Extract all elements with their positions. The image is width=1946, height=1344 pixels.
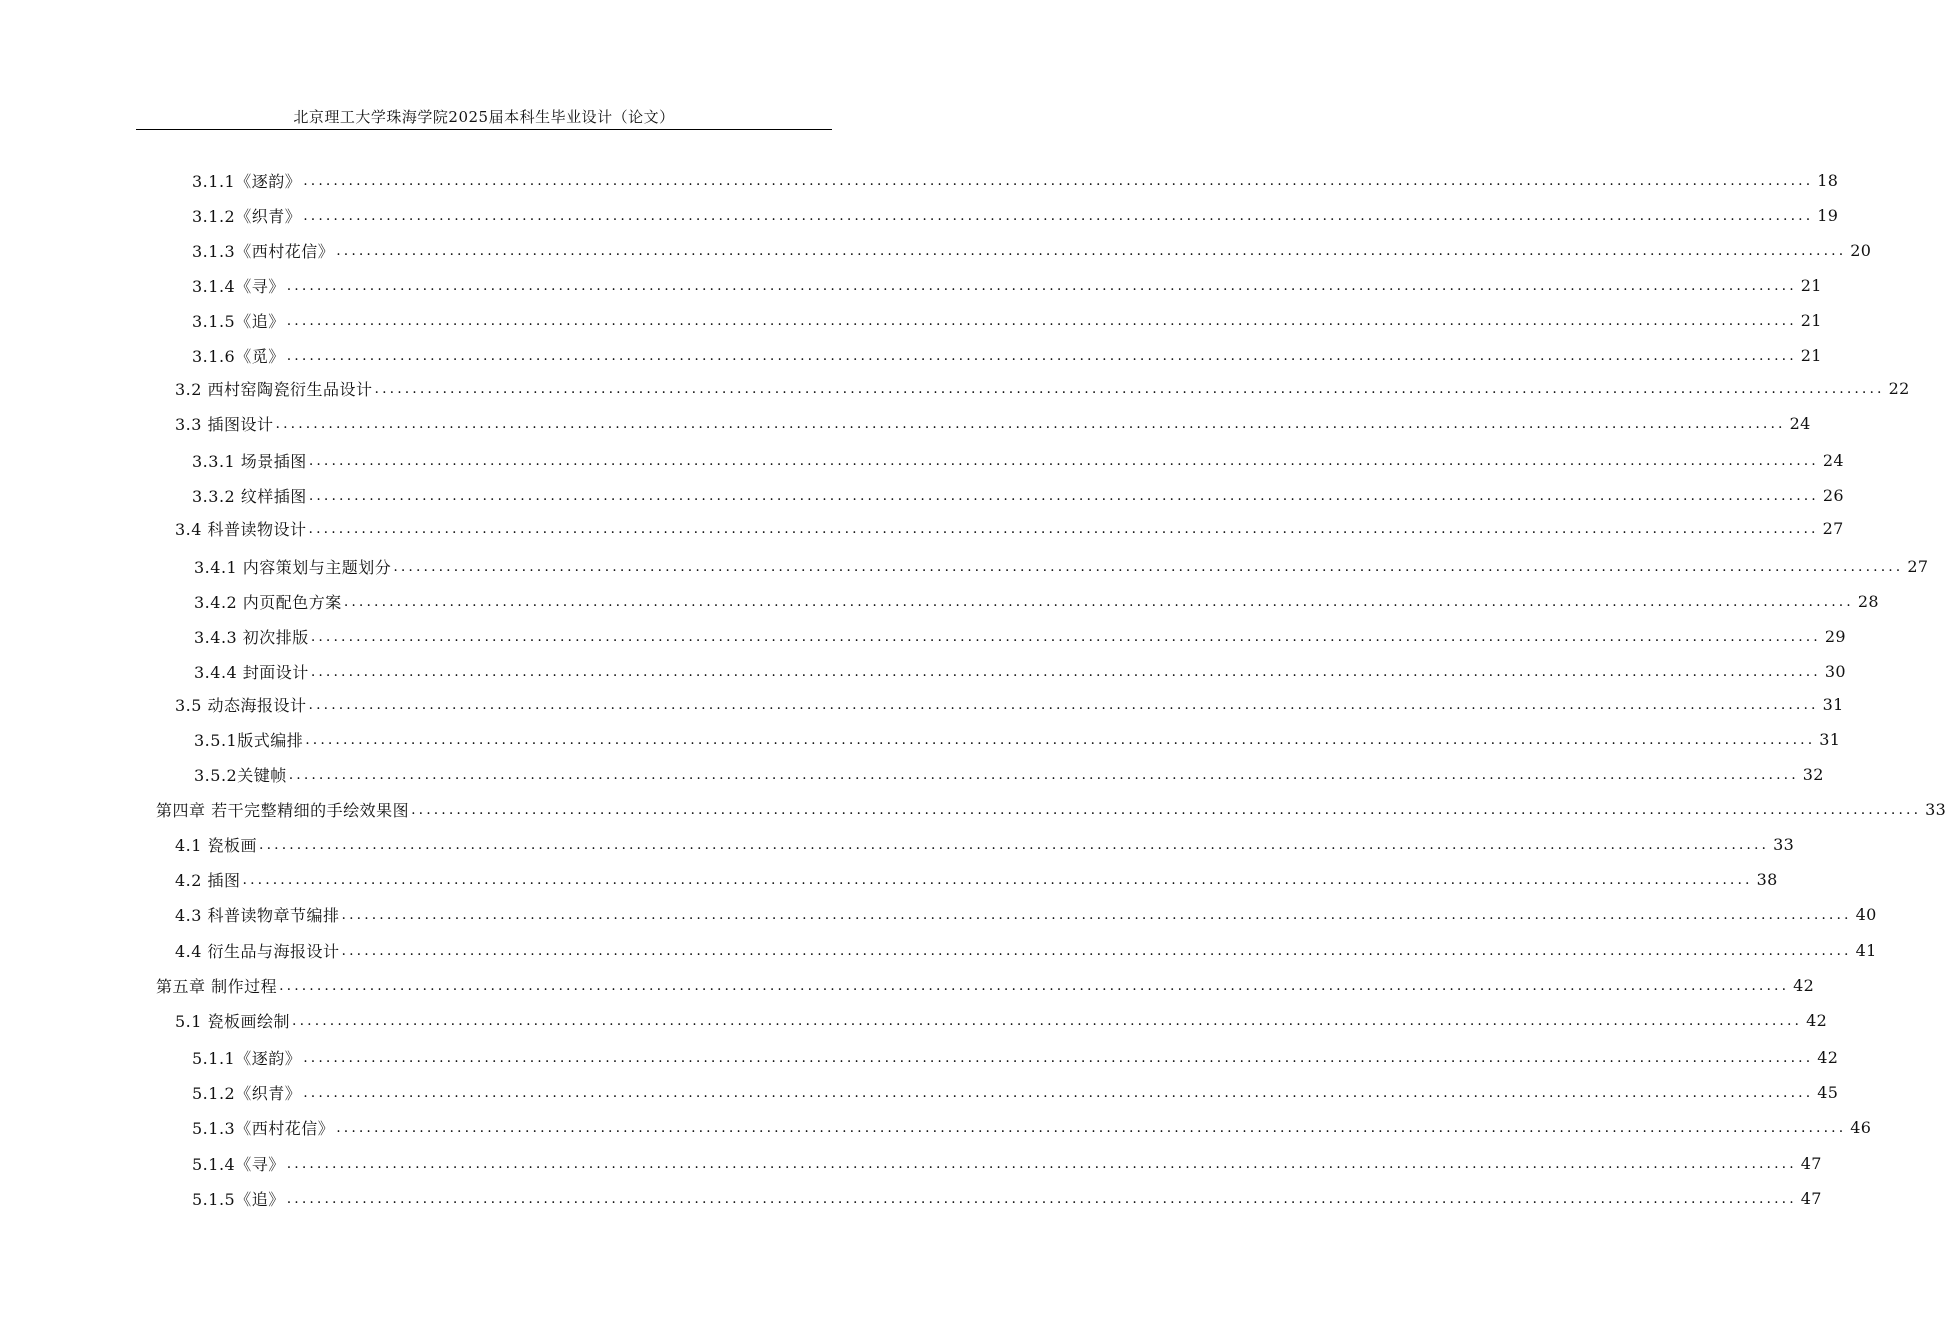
toc-leader-dots: ........................................................................................................................................................................................................	[336, 1120, 1847, 1136]
toc-entry-page-number: 40	[1855, 904, 1877, 924]
toc-entry-title: 5.1 瓷板画绘制	[175, 1011, 291, 1031]
toc-leader-dots: ........................................................................................................................................................................................................	[303, 208, 1814, 224]
toc-entry[interactable]	[156, 973, 1815, 997]
toc-entry-page-number: 42	[1793, 975, 1815, 995]
toc-entry[interactable]	[175, 867, 1778, 891]
toc-entry[interactable]	[192, 273, 1822, 297]
toc-entry-title: 3.3 插图设计	[175, 414, 274, 434]
toc-entry[interactable]	[192, 1151, 1822, 1175]
toc-leader-dots: ........................................................................................................................................................................................................	[341, 907, 1852, 923]
toc-entry-page-number: 33	[1773, 834, 1795, 854]
toc-entry-page-number: 21	[1800, 310, 1822, 330]
toc-leader-dots: ........................................................................................................................................................................................................	[279, 978, 1790, 994]
toc-entry-page-number: 47	[1800, 1153, 1822, 1173]
toc-leader-dots: ........................................................................................................................................................................................................	[286, 348, 1797, 364]
toc-entry-page-number: 26	[1822, 485, 1844, 505]
toc-entry[interactable]	[192, 308, 1822, 332]
toc-entry[interactable]	[156, 797, 1946, 821]
toc-leader-dots: ........................................................................................................................................................................................................	[303, 1085, 1814, 1101]
toc-entry[interactable]	[192, 1115, 1872, 1139]
toc-entry[interactable]	[192, 238, 1872, 262]
toc-entry-title: 3.4.3 初次排版	[194, 627, 309, 647]
toc-entry-page-number: 24	[1789, 413, 1811, 433]
toc-entry-title: 3.3.1 场景插图	[192, 451, 307, 471]
toc-entry-page-number: 42	[1806, 1010, 1828, 1030]
toc-leader-dots: ........................................................................................................................................................................................................	[308, 697, 1819, 713]
toc-entry-title: 3.1.6《觅》	[192, 346, 285, 366]
toc-entry-title: 第五章 制作过程	[156, 976, 278, 996]
toc-leader-dots: ........................................................................................................................................................................................................	[310, 664, 1821, 680]
toc-entry-title: 5.1.1《逐韵》	[192, 1048, 302, 1068]
toc-entry-title: 3.4.2 内页配色方案	[194, 592, 342, 612]
toc-entry-page-number: 32	[1802, 764, 1824, 784]
toc-entry-page-number: 28	[1857, 591, 1879, 611]
toc-entry-title: 3.1.1《逐韵》	[192, 171, 302, 191]
toc-entry[interactable]	[194, 727, 1841, 751]
toc-entry-title: 3.5 动态海报设计	[175, 695, 307, 715]
toc-entry-page-number: 42	[1817, 1047, 1839, 1067]
toc-entry-page-number: 41	[1855, 940, 1877, 960]
toc-entry-title: 3.5.1版式编排	[194, 730, 304, 750]
toc-leader-dots: ........................................................................................................................................................................................................	[310, 629, 1821, 645]
toc-entry[interactable]	[192, 203, 1839, 227]
toc-entry-title: 4.3 科普读物章节编排	[175, 905, 340, 925]
toc-entry-title: 第四章 若干完整精细的手绘效果图	[156, 800, 410, 820]
toc-leader-dots: ........................................................................................................................................................................................................	[259, 837, 1770, 853]
toc-entry-page-number: 46	[1850, 1117, 1872, 1137]
toc-entry-title: 5.1.2《织青》	[192, 1083, 302, 1103]
toc-leader-dots: ........................................................................................................................................................................................................	[292, 1013, 1803, 1029]
toc-entry-page-number: 29	[1824, 626, 1846, 646]
toc-entry[interactable]	[175, 411, 1811, 435]
toc-entry-page-number: 21	[1800, 345, 1822, 365]
toc-entry-page-number: 38	[1756, 869, 1778, 889]
toc-leader-dots: ........................................................................................................................................................................................................	[343, 594, 1854, 610]
toc-leader-dots: ........................................................................................................................................................................................................	[341, 943, 1852, 959]
toc-leader-dots: ........................................................................................................................................................................................................	[336, 243, 1847, 259]
toc-entry-title: 4.4 衍生品与海报设计	[175, 941, 340, 961]
toc-entry-page-number: 24	[1822, 450, 1844, 470]
toc-entry-title: 3.1.4《寻》	[192, 276, 285, 296]
toc-leader-dots: ........................................................................................................................................................................................................	[374, 381, 1885, 397]
toc-leader-dots: ........................................................................................................................................................................................................	[303, 173, 1814, 189]
toc-leader-dots: ........................................................................................................................................................................................................	[308, 453, 1819, 469]
toc-entry-title: 3.4.1 内容策划与主题划分	[194, 557, 392, 577]
toc-entry[interactable]	[175, 376, 1910, 400]
toc-entry-page-number: 27	[1822, 518, 1844, 538]
running-header: 北京理工大学珠海学院2025届本科生毕业设计（论文）	[293, 108, 675, 126]
toc-entry[interactable]	[194, 589, 1879, 613]
toc-entry[interactable]	[192, 483, 1844, 507]
toc-entry[interactable]	[192, 343, 1822, 367]
toc-entry[interactable]	[192, 168, 1839, 192]
toc-entry-title: 3.3.2 纹样插图	[192, 486, 307, 506]
toc-entry-page-number: 31	[1819, 729, 1841, 749]
toc-entry[interactable]	[194, 554, 1929, 578]
toc-leader-dots: ........................................................................................................................................................................................................	[393, 559, 1904, 575]
toc-leader-dots: ........................................................................................................................................................................................................	[242, 872, 1753, 888]
toc-leader-dots: ........................................................................................................................................................................................................	[303, 1050, 1814, 1066]
toc-leader-dots: ........................................................................................................................................................................................................	[308, 521, 1819, 537]
toc-entry[interactable]	[175, 902, 1877, 926]
toc-entry[interactable]	[175, 1008, 1828, 1032]
toc-entry-page-number: 21	[1800, 275, 1822, 295]
toc-entry[interactable]	[192, 1186, 1822, 1210]
toc-entry-page-number: 20	[1850, 240, 1872, 260]
toc-entry[interactable]	[175, 692, 1844, 716]
toc-entry-page-number: 45	[1817, 1082, 1839, 1102]
toc-entry[interactable]	[194, 762, 1824, 786]
toc-entry-title: 3.2 西村窑陶瓷衍生品设计	[175, 379, 373, 399]
toc-leader-dots: ........................................................................................................................................................................................................	[305, 732, 1816, 748]
toc-entry-page-number: 33	[1925, 799, 1946, 819]
toc-entry-title: 3.4.4 封面设计	[194, 662, 309, 682]
toc-leader-dots: ........................................................................................................................................................................................................	[411, 802, 1922, 818]
toc-entry[interactable]	[192, 1080, 1839, 1104]
toc-entry[interactable]	[175, 516, 1844, 540]
toc-entry[interactable]	[192, 1045, 1839, 1069]
toc-entry-title: 5.1.5《追》	[192, 1189, 285, 1209]
toc-entry-title: 3.5.2关键帧	[194, 765, 287, 785]
toc-leader-dots: ........................................................................................................................................................................................................	[286, 278, 1797, 294]
toc-leader-dots: ........................................................................................................................................................................................................	[275, 416, 1786, 432]
toc-leader-dots: ........................................................................................................................................................................................................	[286, 1191, 1797, 1207]
toc-entry-page-number: 47	[1800, 1188, 1822, 1208]
toc-leader-dots: ........................................................................................................................................................................................................	[286, 313, 1797, 329]
toc-entry[interactable]	[194, 659, 1846, 683]
toc-entry[interactable]	[194, 624, 1846, 648]
toc-entry[interactable]	[175, 938, 1877, 962]
toc-entry-page-number: 22	[1888, 378, 1910, 398]
toc-entry-title: 3.4 科普读物设计	[175, 519, 307, 539]
toc-entry-title: 4.2 插图	[175, 870, 241, 890]
toc-leader-dots: ........................................................................................................................................................................................................	[288, 767, 1799, 783]
toc-entry-title: 3.1.3《西村花信》	[192, 241, 335, 261]
toc-entry-page-number: 27	[1907, 556, 1929, 576]
toc-leader-dots: ........................................................................................................................................................................................................	[308, 488, 1819, 504]
toc-entry-title: 4.1 瓷板画	[175, 835, 258, 855]
toc-entry-page-number: 31	[1822, 694, 1844, 714]
toc-entry-page-number: 19	[1817, 205, 1839, 225]
toc-entry-title: 5.1.3《西村花信》	[192, 1118, 335, 1138]
toc-entry[interactable]	[192, 448, 1844, 472]
toc-entry-title: 3.1.2《织青》	[192, 206, 302, 226]
toc-entry-page-number: 30	[1824, 661, 1846, 681]
toc-entry-title: 3.1.5《追》	[192, 311, 285, 331]
toc-leader-dots: ........................................................................................................................................................................................................	[286, 1156, 1797, 1172]
toc-entry-title: 5.1.4《寻》	[192, 1154, 285, 1174]
toc-entry[interactable]	[175, 832, 1795, 856]
toc-entry-page-number: 18	[1817, 170, 1839, 190]
